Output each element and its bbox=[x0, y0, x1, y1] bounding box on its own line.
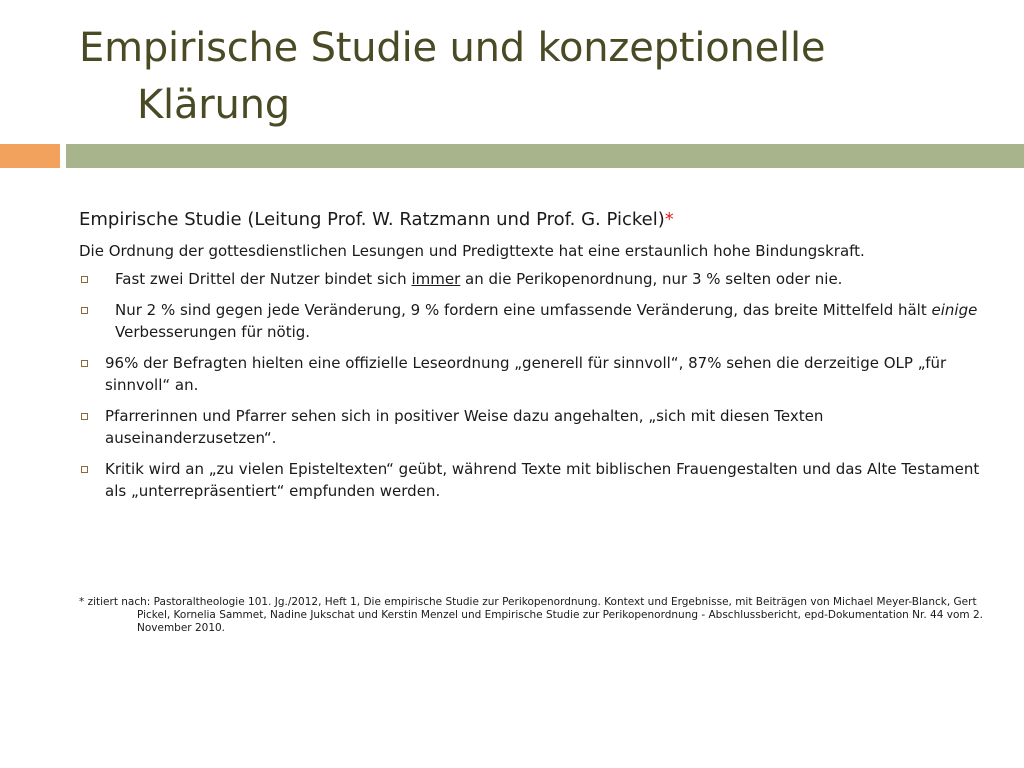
item-text: 96% der Befragten hielten eine offizielle Leseordnung „generell für sinnvoll“, 87% sehen die derzeitige OLP „für sinnvoll“ an. bbox=[105, 354, 947, 394]
list-item bbox=[79, 405, 984, 449]
asterisk-mark: * bbox=[664, 209, 674, 230]
study-heading bbox=[79, 206, 984, 234]
item-text: Pfarrerinnen und Pfarrer sehen sich in positiver Weise dazu angehalten, „sich mit diesen Texten auseinanderzusetzen“. bbox=[105, 407, 824, 447]
square-bullet-icon bbox=[81, 413, 88, 420]
item-text-part: Fast zwei Drittel der Nutzer bindet sich bbox=[115, 270, 412, 288]
square-bullet-icon bbox=[81, 307, 88, 314]
accent-band-green bbox=[66, 144, 1024, 168]
item-italic-word: einige bbox=[931, 301, 978, 319]
item-text: Kritik wird an „zu vielen Episteltexten“ geübt, während Texte mit biblischen Frauengestalten und das Alte Testament als „unterrepräsentiert“ empfunden werden. bbox=[105, 460, 980, 500]
list-item bbox=[79, 268, 984, 290]
item-text-part: Nur 2 % sind gegen jede Veränderung, 9 % fordern eine umfassende Veränderung, das breite Mittelfeld hält bbox=[115, 301, 932, 319]
list-item bbox=[79, 352, 984, 396]
slide-title bbox=[79, 20, 979, 134]
title-line-1: Empirische Studie und konzeptionelle bbox=[79, 25, 826, 71]
accent-band-orange bbox=[0, 144, 60, 168]
item-text-part: an die Perikopenordnung, nur 3 % selten oder nie. bbox=[460, 270, 843, 288]
slide-body bbox=[79, 206, 984, 511]
item-text-part: Verbesserungen für nötig. bbox=[115, 323, 311, 341]
intro-text: Die Ordnung der gottesdienstlichen Lesungen und Predigttexte hat eine erstaunlich hohe Bindungskraft. bbox=[79, 242, 865, 260]
list-item bbox=[79, 458, 984, 502]
source-footnote: * zitiert nach: Pastoraltheologie 101. Jg./2012, Heft 1, Die empirische Studie zur Perikopenordnung. Kontext und Ergebnisse, mit Beiträgen von Michael Meyer-Blanck, Gert Pickel, Kornelia Sammet, Nadine Jukschat und Kerstin Menzel und Empirische Studie zur Perikopenordnung - Abschlussbericht, epd-Dokumentation Nr. 44 vom 2. November 2010. bbox=[79, 596, 983, 634]
title-line-2: Klärung bbox=[137, 82, 290, 128]
square-bullet-icon bbox=[81, 360, 88, 367]
study-heading-text: Empirische Studie (Leitung Prof. W. Ratzmann und Prof. G. Pickel) bbox=[79, 209, 665, 230]
square-bullet-icon bbox=[81, 276, 88, 283]
square-bullet-icon bbox=[81, 466, 88, 473]
list-item bbox=[79, 299, 984, 343]
item-underlined-word: immer bbox=[411, 270, 461, 288]
